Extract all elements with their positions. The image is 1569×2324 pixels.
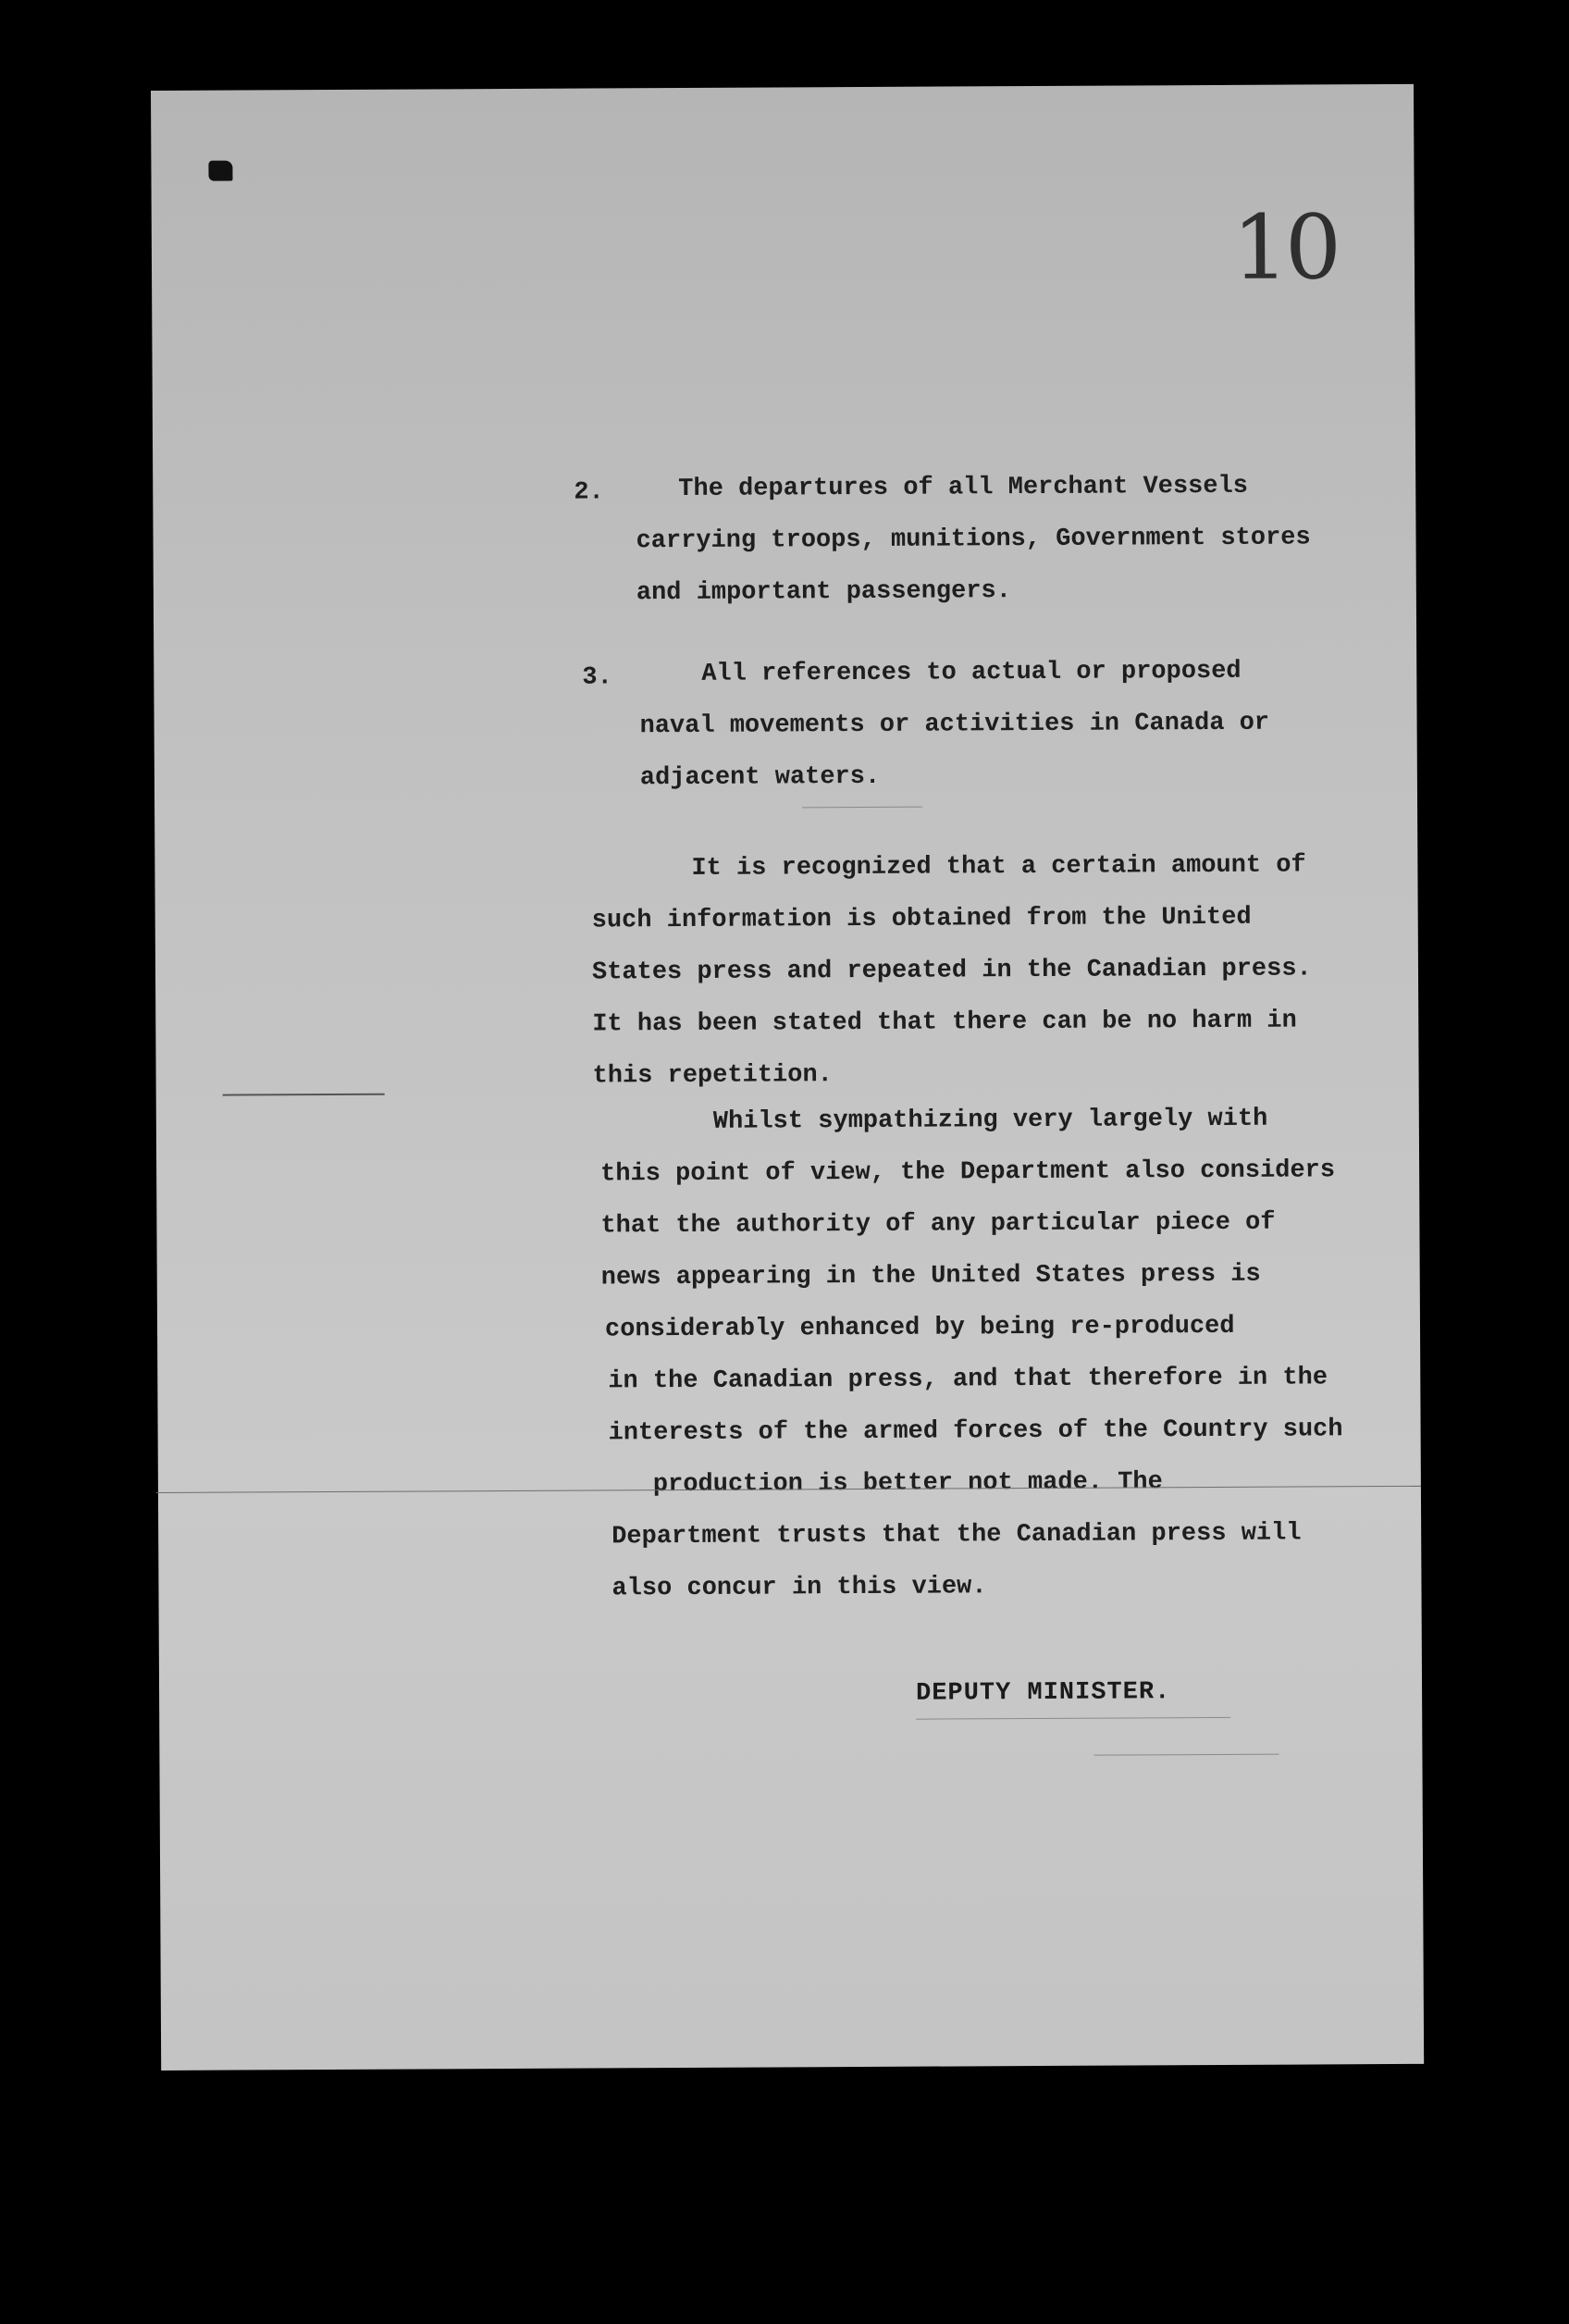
paragraph-1-line-4: It has been stated that there can be no harm in — [592, 1007, 1297, 1039]
handwritten-page-number: 10 — [1231, 195, 1339, 300]
paragraph-1-line-2: such information is obtained from the United — [591, 903, 1252, 935]
paragraph-2-line-6: in the Canadian press, and that therefore in the — [608, 1364, 1328, 1396]
paragraph-2-line-1: Whilst sympathizing very largely with — [712, 1105, 1268, 1136]
item-2-number: 2. — [574, 478, 604, 507]
paragraph-2-line-4: news appearing in the United States press is — [600, 1260, 1261, 1292]
signature-underline — [916, 1717, 1230, 1720]
paragraph-2-line-5: considerably enhanced by being re-produced — [604, 1312, 1235, 1344]
item-2-line-1: The departures of all Merchant Vessels — [678, 472, 1249, 504]
item-3-line-2: naval movements or activities in Canada or — [639, 709, 1270, 741]
paragraph-2-line-2: this point of view, the Department also considers — [600, 1156, 1336, 1189]
paragraph-1-line-3: States press and repeated in the Canadian press. — [591, 955, 1312, 987]
paragraph-2-line-8: production is better not made. The — [652, 1468, 1163, 1500]
paragraph-1-line-5: this repetition. — [592, 1061, 833, 1091]
divider-line — [802, 807, 922, 809]
item-3-line-1: All references to actual or proposed — [701, 657, 1242, 688]
paragraph-1-line-1: It is recognized that a certain amount of — [691, 851, 1306, 883]
document-page — [151, 84, 1424, 2071]
paragraph-2-line-3: that the authority of any particular piece of — [600, 1208, 1276, 1241]
paragraph-2-line-7: interests of the armed forces of the Country such — [608, 1415, 1343, 1448]
signature-title: DEPUTY MINISTER. — [916, 1678, 1171, 1708]
margin-rule — [223, 1094, 385, 1096]
item-3-number: 3. — [582, 663, 612, 692]
paragraph-2-line-9: Department trusts that the Canadian press will — [612, 1519, 1302, 1551]
punch-hole-mark — [208, 161, 232, 181]
signature-underline-2 — [1093, 1754, 1279, 1756]
item-2-line-2: carrying troops, munitions, Government stores — [636, 524, 1311, 556]
paragraph-2-line-10: also concur in this view. — [612, 1573, 987, 1603]
item-2-line-3: and important passengers. — [636, 577, 1012, 608]
item-3-line-3: adjacent waters. — [639, 762, 881, 793]
